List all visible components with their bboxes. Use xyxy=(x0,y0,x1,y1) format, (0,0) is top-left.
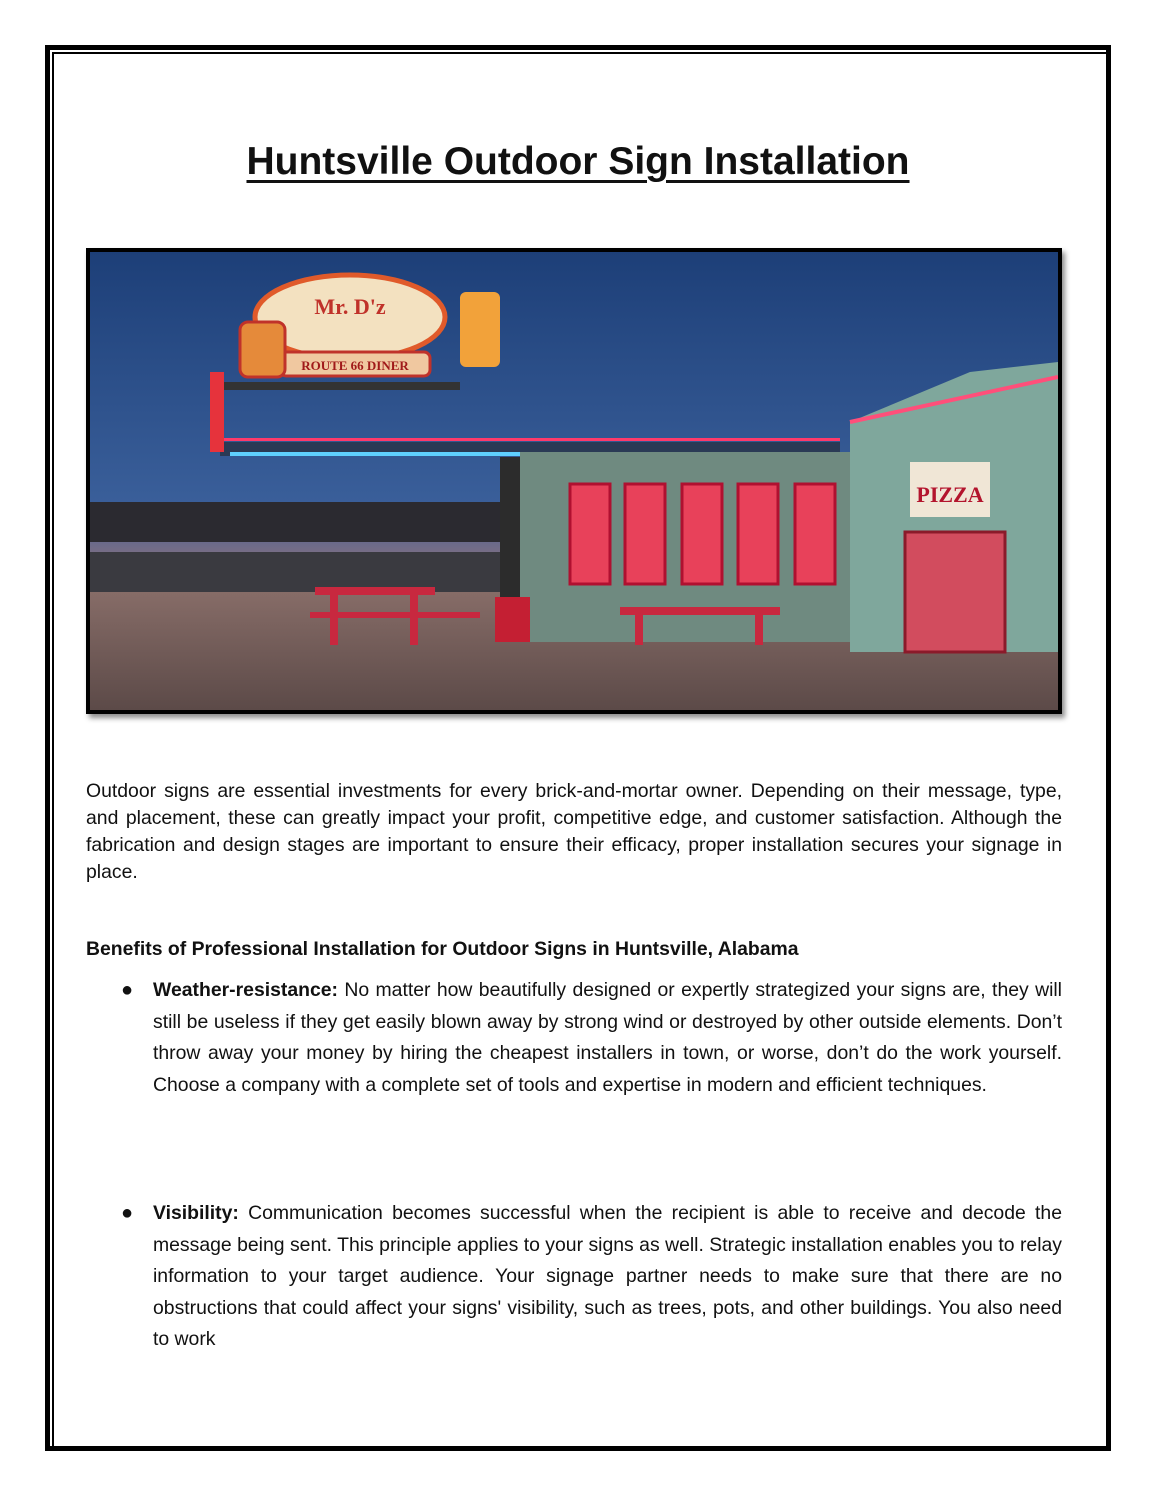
diner-sign-text: Mr. D'z xyxy=(314,294,386,319)
intro-paragraph: Outdoor signs are essential investments for every brick-and-mortar owner. Depending on their message, type, and placement, these can greatly impact your profit, competitive edge, and customer satisfaction. Although the fabrication and design stages are important to ensure their efficacy, proper installation secures your signage in place. xyxy=(86,780,1062,883)
list-item-text: No matter how beautifully designed or expertly strategized your signs are, they will still be useless if they get easily blown away by strong wind or destroyed by other outside elements. Don’t throw away your money by hiring the cheapest installers in town, or worse, don’t do the work yourself. Choose a company with a complete set of tools and expertise in modern and efficient techniques. xyxy=(153,979,1062,1096)
section-heading: Benefits of Professional Installation for Outdoor Signs in Huntsville, Alabama xyxy=(86,938,799,960)
route-sign-text: ROUTE 66 DINER xyxy=(301,358,409,373)
list-item-text: Communication becomes successful when the recipient is able to receive and decode the message being sent. This principle applies to your signs as well. Strategic installation enables you to relay information to your target audience. Your signage partner needs to make sure that there are no obstructions that could affect your signs' visibility, such as trees, pots, and other buildings. You also need to work xyxy=(153,1202,1062,1351)
list-item-label: Weather-resistance: xyxy=(153,979,339,1001)
bullet-icon: ● xyxy=(121,979,134,1001)
diner-scene-illustration xyxy=(90,252,1058,710)
bullet-icon: ● xyxy=(121,1202,134,1224)
document-title: Huntsville Outdoor Sign Installation xyxy=(246,140,910,183)
list-item xyxy=(121,1198,1062,1356)
pizza-sign-text: PIZZA xyxy=(916,482,984,507)
list-item-label: Visibility: xyxy=(153,1202,239,1224)
diner-photo xyxy=(86,248,1062,714)
list-item xyxy=(121,975,1062,1101)
